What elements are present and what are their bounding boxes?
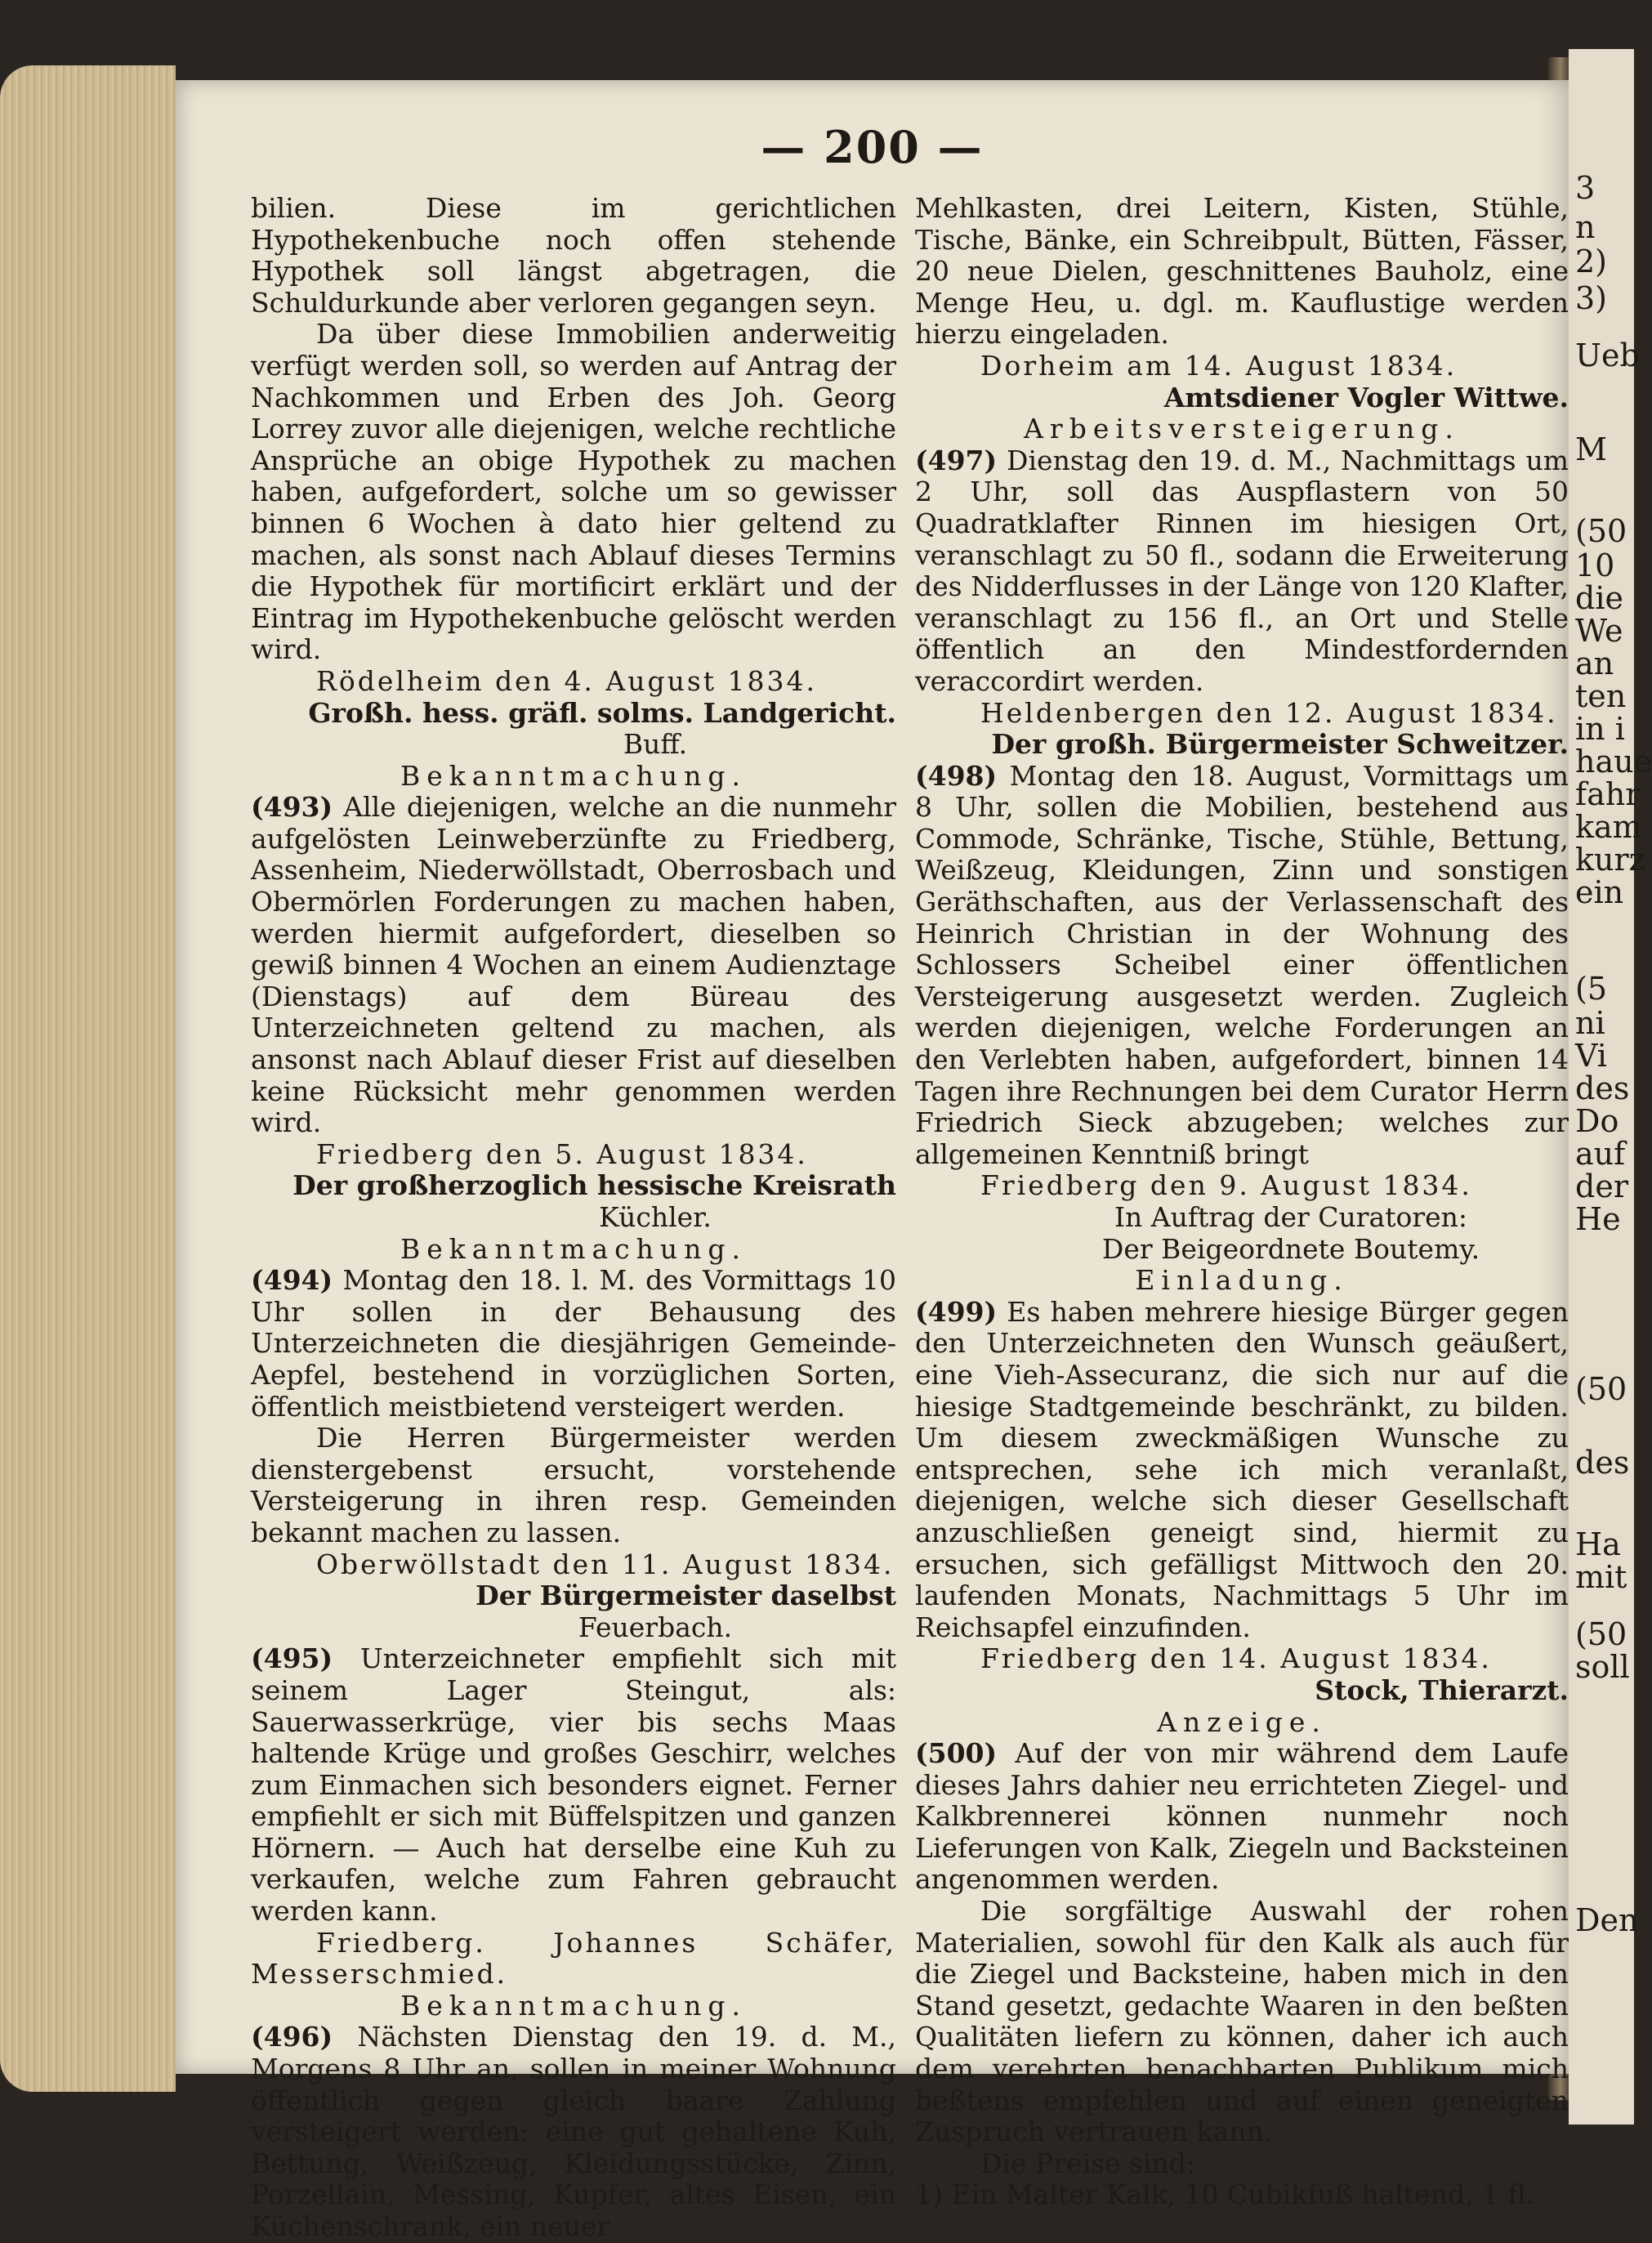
next-page-fragment: Ueb (1575, 337, 1640, 373)
notice-number: (498) (915, 759, 998, 792)
next-page-edge (1569, 49, 1652, 2125)
next-page-fragment: (50 (1575, 1371, 1627, 1407)
notice-text: Nächsten Dienstag den 19. d. M., Morgens 8 Uhr an, sollen in meiner Wohnung öffentlich gegen gleich baare Zahlung versteigert werden: eine gut gehaltene Kuh, Bettung, Weißzeug, Kleidungsstücke, Zinn, Porzellain, Messing, Kupfer, altes Eisen, ein Küchenschrank, ein neuer (251, 2021, 896, 2242)
place-date: Rödelheim den 4. August 1834. (316, 664, 818, 697)
notice-number: (500) (915, 1737, 998, 1770)
next-page-fragment: ni (1575, 1005, 1605, 1041)
notice-499 (915, 1297, 1569, 1644)
next-page-fragment: 3) (1575, 280, 1608, 316)
right-column (915, 193, 1569, 2211)
notice-number: (496) (251, 2021, 333, 2053)
notice-heading: Bekanntmachung. (400, 759, 748, 792)
next-page-fragment: ein (1575, 874, 1624, 910)
next-page-fragment: Vi (1575, 1038, 1607, 1074)
next-page-fragment: an (1575, 646, 1614, 681)
notice-498 (915, 761, 1569, 1171)
next-page-fragment: kam (1575, 809, 1642, 845)
paragraph: Da über diese Immobilien anderweitig verfügt werden soll, so werden auf Antrag der Nachkommen und Erben des Joh. Georg Lorrey zuvor alle diejenigen, welche rechtliche Ansprüche an obige Hypothek zu machen haben, aufgefordert, solche um so gewisser binnen 6 Wochen à dato hier geltend zu machen, als sonst nach Ablauf dieses Termins die Hypothek für mortificirt erklärt und der Eintrag im Hypothekenbuche gelöscht werden wird. (251, 318, 896, 666)
notice-heading: Anzeige. (1157, 1705, 1327, 1738)
next-page-fragment: (50 (1575, 513, 1627, 549)
paragraph: Die Herren Bürgermeister werden dienstergebenst ersucht, vorstehende Versteigerung in ihren resp. Gemeinden bekannt machen zu lassen. (251, 1422, 896, 1548)
next-page-fragment: 2) (1575, 244, 1608, 279)
next-page-fragment: He (1575, 1201, 1621, 1237)
next-page-fragment: kurz (1575, 842, 1645, 878)
place-date: Friedberg den 9. August 1834. (980, 1169, 1472, 1202)
next-page-fragment: n (1575, 209, 1596, 245)
next-page-fragment: auf (1575, 1136, 1626, 1172)
signature: Der großh. Bürgermeister Schweitzer. (991, 728, 1569, 761)
next-page-fragment: (5 (1575, 971, 1608, 1007)
signature: Feuerbach. (578, 1611, 733, 1643)
paragraph: bilien. Diese im gerichtlichen Hypothekenbuche noch offen stehende Hypothek soll längst abgetragen, die Schuldurkunde aber verloren gegangen seyn. (251, 192, 896, 319)
notice-text: Es haben mehrere hiesige Bürger gegen den Unterzeichneten den Wunsch geäußert, eine Vieh-Assecuranz, die sich nur auf die hiesige Stadtgemeinde beschränkt, zu bilden. Um diesem zweckmäßigen Wunsche zu entsprechen, sehe ich mich veranlaßt, diejenigen, welche sich dieser Gesellschaft anzuschließen geneigt sind, hiermit zu ersuchen, sich gefälligst Mittwoch den 20. laufenden Monats, Nachmittags 5 Uhr im Reichsapfel einzufinden. (915, 1295, 1569, 1643)
price-item: 1) Ein Malter Kalk, 10 Cubikfuß haltend, 1 fl. (915, 2178, 1534, 2211)
notice-number: (497) (915, 444, 998, 476)
next-page-fragment: ten (1575, 678, 1627, 714)
notice-496 (251, 2022, 896, 2242)
place-date: Oberwöllstadt den 11. August 1834. (316, 1548, 895, 1580)
place-date: Heldenbergen den 12. August 1834. (980, 696, 1558, 729)
book-page-edges (0, 65, 176, 2092)
notice-heading: Arbeitsversteigerung. (1024, 413, 1460, 445)
notice-text: Auf der von mir während dem Laufe dieses Jahrs dahier neu errichteten Ziegel- und Kalkbrennerei können nunmehr noch Lieferungen von Kalk, Ziegeln und Backsteinen angenommen werden. (915, 1737, 1569, 1896)
next-page-fragment: in i (1575, 711, 1625, 747)
next-page-fragment: Ha (1575, 1526, 1621, 1562)
notice-number: (494) (251, 1264, 333, 1297)
notice-number: (495) (251, 1642, 333, 1675)
paragraph: Die sorgfältige Auswahl der rohen Materialien, sowohl für den Kalk als auch für die Ziegel und Backsteine, haben mich in den Stand gesetzt, gedachte Waaren in den beßten Qualitäten liefern zu können, daher ich auch dem verehrten benachbarten Publikum mich beßtens empfehlen und auf einen geneigten Zuspruch vertrauen kann. (915, 1895, 1569, 2148)
notice-500 (915, 1738, 1569, 1896)
next-page-fragment: haue (1575, 744, 1652, 780)
notice-number: (499) (915, 1295, 998, 1328)
paragraph: Die Preise sind: (980, 2147, 1196, 2179)
next-page-fragment: 3 (1575, 170, 1596, 206)
notice-497 (915, 445, 1569, 698)
paragraph: Mehlkasten, drei Leitern, Kisten, Stühle, Tische, Bänke, ein Schreibpult, Bütten, Fässer, 20 neue Dielen, geschnittenes Bauholz, eine Menge Heu, u. dgl. m. Kauflustige werden hierzu eingeladen. (915, 192, 1569, 351)
notice-number: (493) (251, 791, 333, 824)
signature: Amtsdiener Vogler Wittwe. (1163, 381, 1569, 413)
signature: Friedberg. Johannes Schäfer, Messerschmied. (251, 1926, 896, 1991)
place-date: Dorheim am 14. August 1834. (980, 349, 1458, 382)
signature: Buff. (623, 728, 688, 761)
next-page-fragment: Den (1575, 1902, 1639, 1938)
signature: Der großherzoglich hessische Kreisrath (292, 1169, 896, 1202)
book-page (176, 80, 1569, 2242)
next-page-fragment: des (1575, 1070, 1630, 1106)
next-page-fragment: der (1575, 1168, 1628, 1204)
notice-text: Dienstag den 19. d. M., Nachmittags um 2 Uhr, soll das Auspflastern von 50 Quadratklafter Rinnen im hiesigen Ort, veranschlagt zu 50 fl., sodann die Erweiterung des Nidderflusses in der Länge von 120 Klafter, veranschlagt zu 156 fl., an Ort und Stelle öffentlich an den Mindestfordernden veraccordirt werden. (915, 444, 1569, 697)
place-date: Friedberg den 14. August 1834. (980, 1642, 1492, 1675)
signature: Der Bürgermeister daselbst (476, 1579, 896, 1612)
page-number: — 200 — (761, 121, 984, 173)
notice-495 (251, 1643, 896, 1927)
signature: In Auftrag der Curatoren: (1114, 1201, 1468, 1233)
next-page-fragment: fahr (1575, 776, 1641, 812)
signature: Großh. hess. gräfl. solms. Landgericht. (308, 696, 896, 729)
notice-text: Alle diejenigen, welche an die nunmehr aufgelösten Leinweberzünfte zu Friedberg, Assenheim, Niederwöllstadt, Oberrosbach und Obermörlen Forderungen zu machen haben, werden hiermit aufgefordert, dieselben so gewiß binnen 4 Wochen an einem Audienztage (Dienstags) auf dem Büreau des Unterzeichneten geltend zu machen, als ansonst nach Ablauf dieser Frist auf dieselben keine Rücksicht mehr genommen werden wird. (251, 791, 896, 1139)
place-date: Friedberg den 5. August 1834. (316, 1137, 808, 1170)
notice-text: Unterzeichneter empfiehlt sich mit seinem Lager Steingut, als: Sauerwasserkrüge, vier bis sechs Maas haltende Krüge und großes Geschirr, welches zum Einmachen sich besonders eignet. Ferner empfiehlt er sich mit Büffelspitzen und ganzen Hörnern. — Auch hat derselbe eine Kuh zu verkaufen, welche zum Fahren gebraucht werden kann. (251, 1642, 896, 1928)
next-page-fragment: des (1575, 1445, 1630, 1481)
notice-494 (251, 1265, 896, 1423)
next-page-fragment: soll (1575, 1649, 1630, 1685)
notice-heading: Einladung. (1135, 1264, 1349, 1297)
next-page-fragment: 10 (1575, 547, 1615, 583)
notice-text: Montag den 18. l. M. des Vormittags 10 Uhr sollen in der Behausung des Unterzeichneten die diesjährigen Gemeinde-Aepfel, bestehend in vorzüglichen Sorten, öffentlich meistbietend versteigert werden. (251, 1264, 896, 1423)
next-page-fragment: We (1575, 613, 1623, 649)
signature: Der Beigeordnete Boutemy. (1101, 1232, 1480, 1265)
next-page-fragment: mit (1575, 1559, 1627, 1595)
next-page-fragment: M (1575, 431, 1607, 467)
signature: Küchler. (599, 1201, 712, 1233)
signature: Stock, Thierarzt. (1315, 1673, 1569, 1706)
notice-text: Montag den 18. August, Vormittags um 8 Uhr, sollen die Mobilien, bestehend aus Commode, Schränke, Tische, Stühle, Bettung, Weißzeug, Kleidungen, Zinn und sonstigen Geräthschaften, aus der Verlassenschaft des Heinrich Christian in der Wohnung des Schlossers Scheibel einer öffentlichen Versteigerung ausgesetzt werden. Zugleich werden diejenigen, welche Forderungen an den Verlebten haben, aufgefordert, binnen 14 Tagen ihre Rechnungen bei dem Curator Herrn Friedrich Sieck abzugeben; welches zur allgemeinen Kenntniß bringt (915, 759, 1569, 1170)
notice-493 (251, 792, 896, 1139)
notice-heading: Bekanntmachung. (400, 1232, 748, 1265)
next-page-fragment: (50 (1575, 1616, 1627, 1652)
left-column (251, 193, 896, 2243)
next-page-fragment: Do (1575, 1103, 1619, 1139)
next-page-fragment: die (1575, 580, 1623, 616)
notice-heading: Bekanntmachung. (400, 1989, 748, 2022)
